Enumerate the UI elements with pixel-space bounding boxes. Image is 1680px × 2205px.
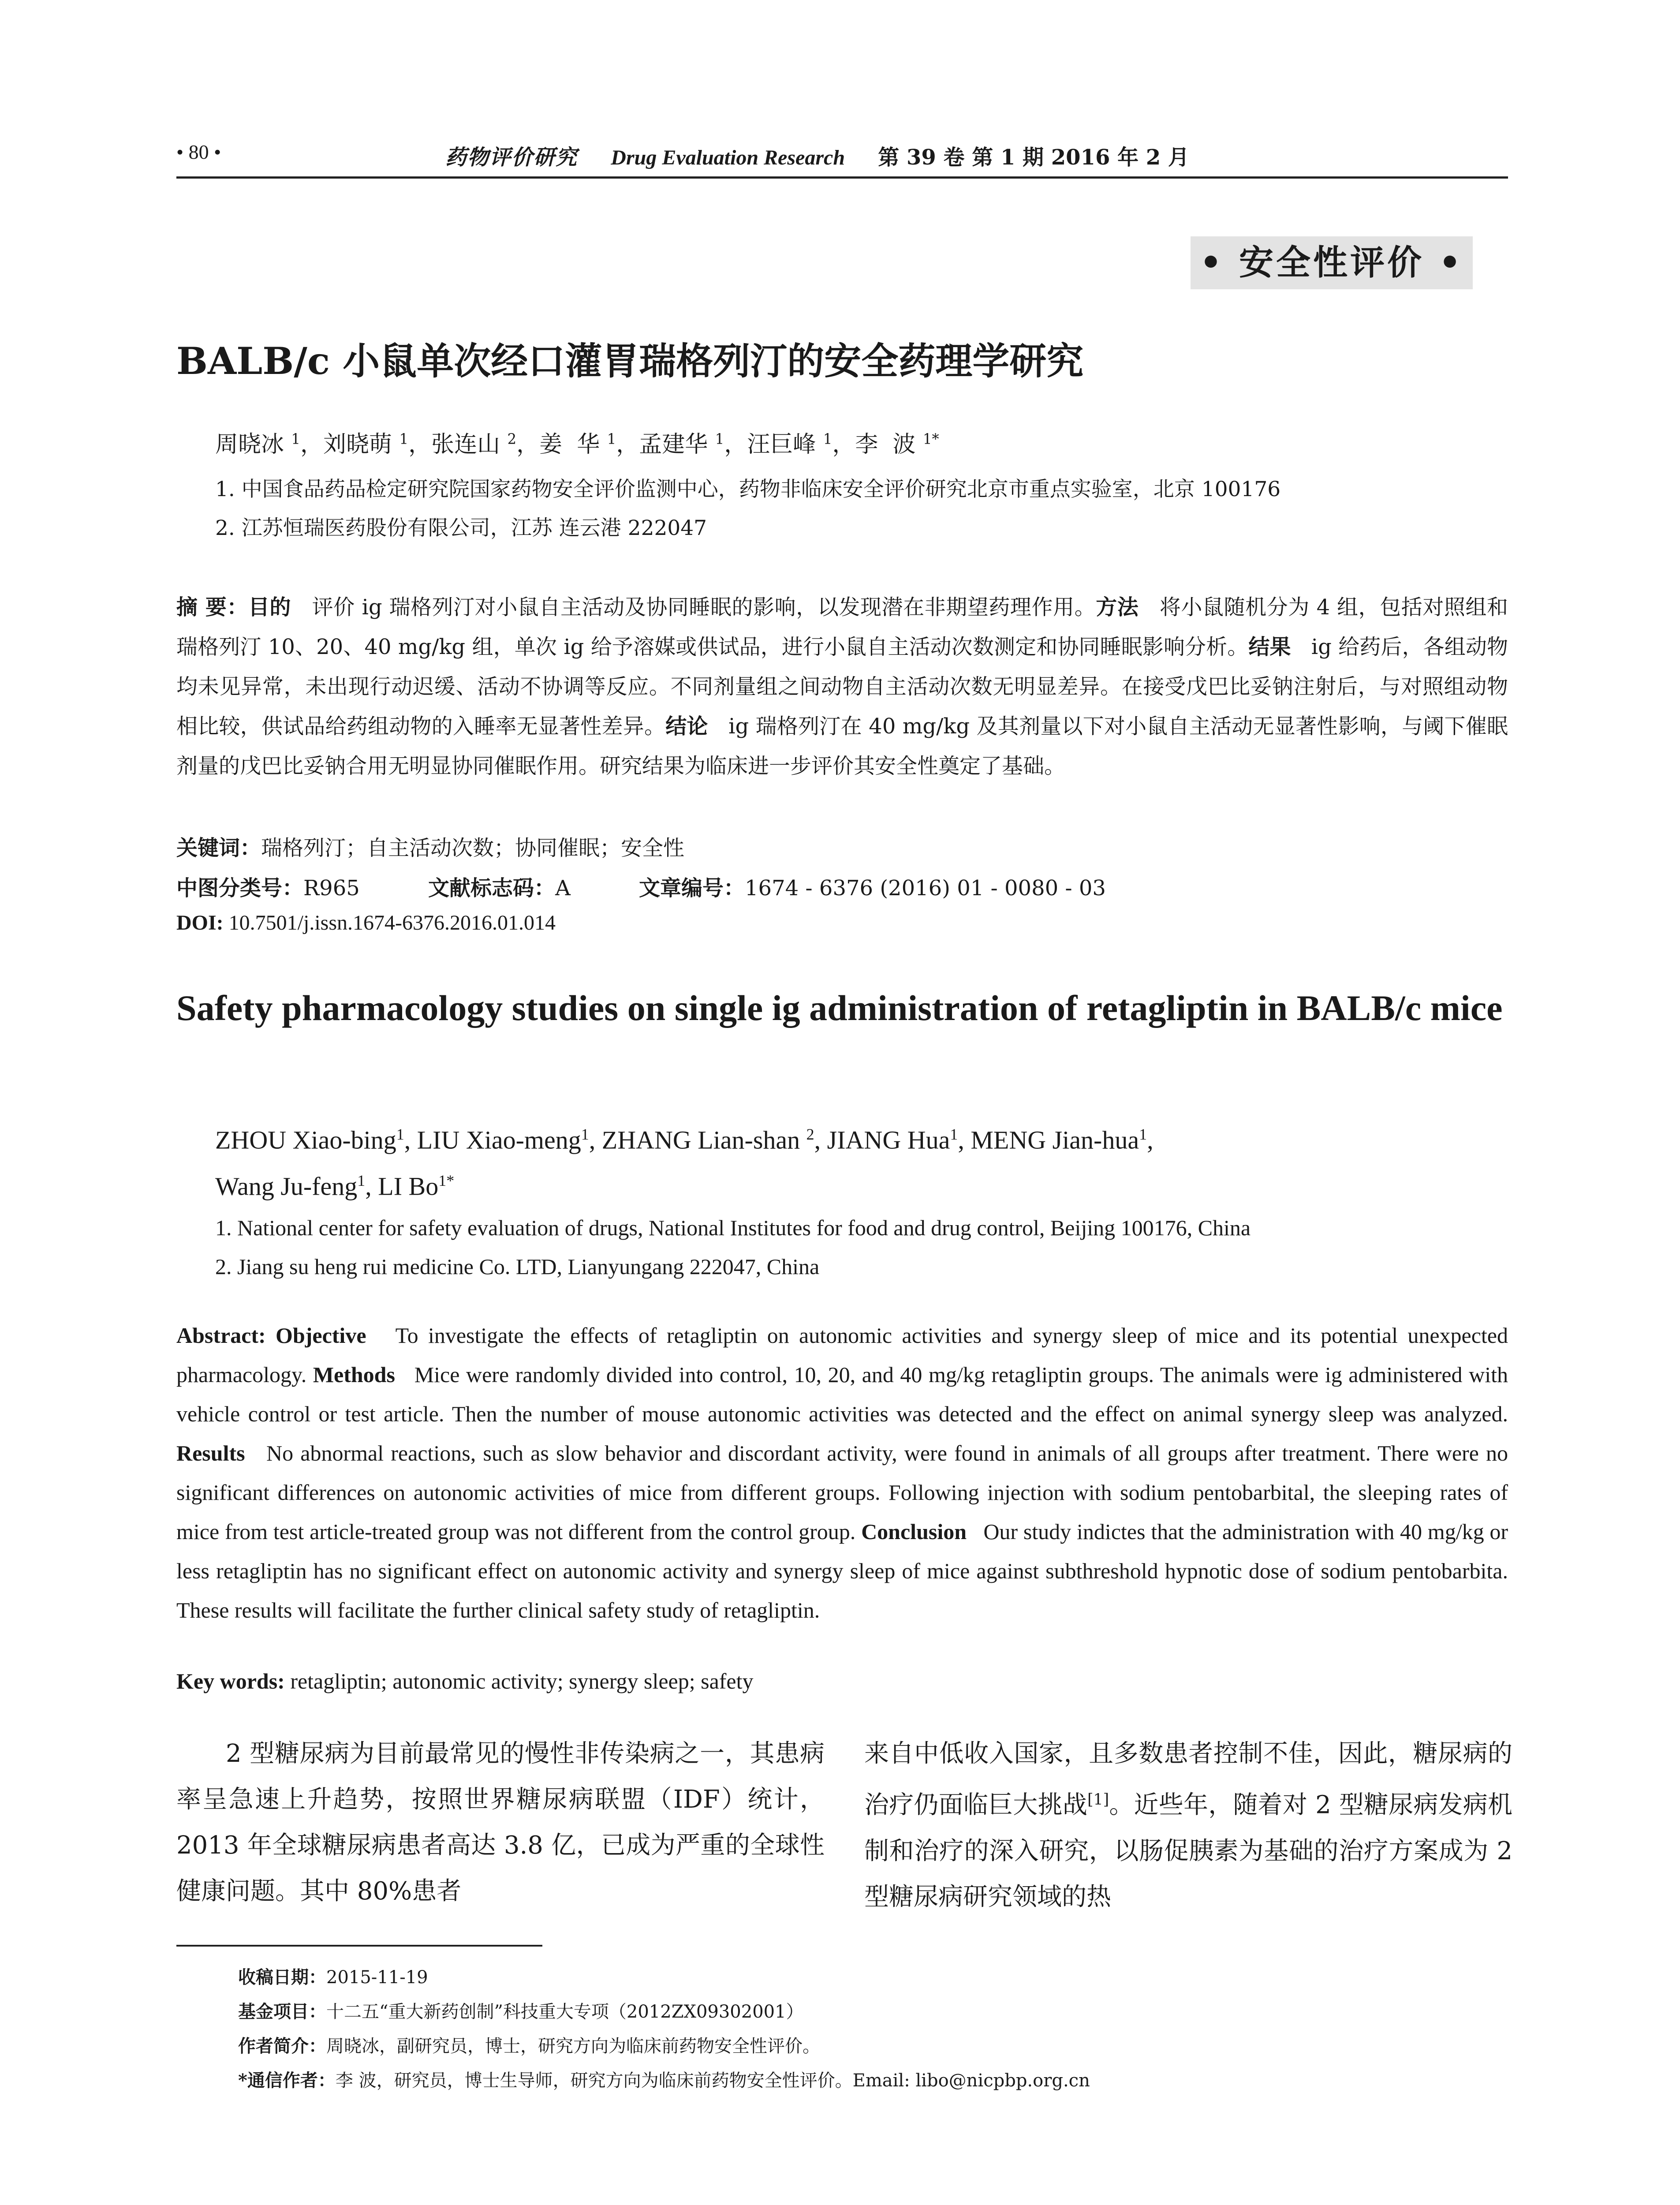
footnote-label: *通信作者： (238, 2070, 336, 2091)
section-tag: • 安全性评价 • (1191, 236, 1473, 289)
title-cn: BALB/c 小鼠单次经口灌胃瑞格列汀的安全药理学研究 (176, 339, 1084, 383)
abstract-en-conclusion-label: Conclusion (861, 1519, 967, 1544)
footnote-rule (176, 1945, 542, 1947)
title-en: Safety pharmacology studies on single ig administration of retagliptin in BALB/c mice (176, 988, 1503, 1028)
doc-code-value: A (555, 876, 571, 901)
body-left-text: 2 型糖尿病为目前最常见的慢性非传染病之一，其患病率呈急速上升趋势，按照世界糖尿病联盟（IDF）统计，2013 年全球糖尿病患者高达 3.8 亿，已成为严重的全球性健康问题。其中 80%患者 (176, 1739, 825, 1906)
abstract-en-label: Abstract: (176, 1323, 266, 1348)
footnote-corresponding (238, 2067, 1090, 2092)
journal-header (445, 140, 1189, 171)
footnote-value: 2015-11-19 (326, 1967, 428, 1988)
affiliation-cn-2: 2. 江苏恒瑞医药股份有限公司，江苏 连云港 222047 (215, 516, 707, 540)
abstract-cn-label: 摘 要： (176, 595, 248, 620)
doi-label: DOI: (176, 911, 224, 934)
abstract-en-results: No abnormal reactions, such as slow behavior and discordant activity, were found in animals of all groups after treatment. There were no significant differences on autonomic activities of mice from different groups. Following injection with sodium pentobarbital, the sleeping rates of mice from test article-treated group was not different from the control group. (176, 1441, 1508, 1544)
body-right-text-2: 。近些年，随着对 2 型糖尿病发病机制和治疗的深入研究，以肠促胰素为基础的治疗方案成为 2 型糖尿病研究领域的热 (864, 1790, 1513, 1911)
keywords-cn-value: 瑞格列汀；自主活动次数；协同催眠；安全性 (261, 836, 685, 860)
journal-logo-cn: 药物评价研究 (445, 145, 578, 170)
clc-label: 中图分类号： (176, 876, 304, 901)
body-column-left (176, 1731, 825, 1914)
doc-code-label: 文献标志码： (428, 876, 556, 901)
authors-cn: 周晓冰 $^1$，刘晓萌 $^1$，张连山 $^2$，姜 华 $^1$，孟建华 $^1$，汪巨峰 $^1$，李 波 $^{1*}$ (215, 430, 939, 458)
abstract-en (176, 1316, 1508, 1630)
article-number-value: 1674 - 6376 (2016) 01 - 0080 - 03 (745, 876, 1106, 901)
affiliation-en-2: 2. Jiang su heng rui medicine Co. LTD, Lianyungang 222047, China (215, 1254, 820, 1279)
issue-info: 第 39 卷 第 1 期 2016 年 2 月 (878, 145, 1189, 170)
abstract-cn-results-label: 结果 (1248, 635, 1291, 659)
classification-line (176, 871, 1106, 901)
affiliation-en-1: 1. National center for safety evaluation of drugs, National Institutes for food and drug control, Beijing 100176, China (215, 1215, 1251, 1240)
footnote-label: 作者简介： (238, 2036, 326, 2056)
keywords-en-label: Key words: (176, 1669, 285, 1693)
footnote-label: 基金项目： (238, 2001, 326, 2022)
abstract-cn-methods-label: 方法 (1096, 595, 1139, 620)
abstract-cn-objective-label: 目的 (248, 595, 291, 620)
citation-ref[interactable]: [1] (1087, 1791, 1109, 1809)
authors-en: ZHOU Xiao-bing$^1$, LIU Xiao-meng$^1$, ZHANG Lian-shan $^2$, JIANG Hua$^1$, MENG Jian-hua$^1$, Wang Ju-feng$^1$, LI $Bo^{1*}$ (215, 1125, 1154, 1201)
doi-line (176, 911, 556, 935)
footnote-author-bio (238, 2032, 820, 2057)
header-rule (176, 176, 1508, 179)
abstract-cn (176, 587, 1508, 786)
footnote-value: 李 波，研究员，博士生导师，研究方向为临床前药物安全性评价。Email: libo@nicpbp.org.cn (335, 2070, 1090, 2091)
keywords-en (176, 1668, 754, 1694)
abstract-en-results-label: Results (176, 1441, 245, 1465)
abstract-cn-conclusion: ig 瑞格列汀在 40 mg/kg 及其剂量以下对小鼠自主活动无显著性影响，与阈下催眠剂量的戊巴比妥钠合用无明显协同催眠作用。研究结果为临床进一步评价其安全性奠定了基础。 (176, 714, 1508, 778)
abstract-cn-objective: 评价 ig 瑞格列汀对小鼠自主活动及协同睡眠的影响，以发现潜在非期望药理作用。 (312, 595, 1096, 620)
footnote-value: 十二五“重大新药创制”科技重大专项（2012ZX09302001） (326, 2002, 804, 2022)
abstract-cn-results: ig 给药后，各组动物均未见异常，未出现行动迟缓、活动不协调等反应。不同剂量组之间动物自主活动次数无明显差异。在接受戊巴比妥钠注射后，与对照组动物相比较，供试品给药组动物的入睡率无显著性差异。 (176, 635, 1508, 739)
footnote-received (238, 1963, 428, 1988)
journal-name-en: Drug Evaluation Research (611, 146, 845, 169)
doi-value: 10.7501/j.issn.1674-6376.2016.01.014 (228, 911, 556, 934)
body-column-right (864, 1731, 1512, 1920)
abstract-en-objective: To investigate the effects of retagliptin on autonomic activities and synergy sleep of mice and its potential unexpected pharmacology. (176, 1323, 1508, 1387)
clc-value: R965 (303, 876, 360, 901)
footnote-funding (238, 1998, 804, 2023)
keywords-cn-label: 关键词： (176, 836, 261, 860)
affiliation-cn-1: 1. 中国食品药品检定研究院国家药物安全评价监测中心，药物非临床安全评价研究北京市重点实验室，北京 100176 (215, 477, 1281, 501)
footnote-label: 收稿日期： (238, 1967, 326, 1988)
keywords-en-value: retagliptin; autonomic activity; synergy sleep; safety (290, 1669, 754, 1693)
footnote-value: 周晓冰，副研究员，博士，研究方向为临床前药物安全性评价。 (326, 2036, 820, 2056)
abstract-cn-conclusion-label: 结论 (665, 714, 708, 739)
abstract-cn-methods: 将小鼠随机分为 4 组，包括对照组和瑞格列汀 10、20、40 mg/kg 组，单次 ig 给予溶媒或供试品，进行小鼠自主活动次数测定和协同睡眠影响分析。 (176, 595, 1508, 659)
article-number-label: 文章编号： (639, 876, 745, 901)
keywords-cn (176, 831, 684, 861)
abstract-en-objective-label: Objective (276, 1323, 366, 1348)
running-header (0, 0, 1680, 176)
body-right-text-1: 来自中低收入国家，且多数患者控制不佳，因此，糖尿病的治疗仍面临巨大挑战 (864, 1739, 1512, 1820)
abstract-en-conclusion: Our study indictes that the administration with 40 mg/kg or less retagliptin has no significant effect on autonomic activity and synergy sleep of mice against subthreshold hypnotic dose of sodium pentobarbita. These results will facilitate the further clinical safety study of retagliptin. (176, 1519, 1508, 1622)
abstract-en-methods-label: Methods (313, 1362, 395, 1387)
page-number: • 80 • (176, 141, 221, 163)
abstract-en-methods: Mice were randomly divided into control, 10, 20, and 40 mg/kg retagliptin groups. The animals were ig administered with vehicle control or test article. Then the number of mouse autonomic activities was detected and the effect on animal synergy sleep was analyzed. (176, 1362, 1508, 1426)
